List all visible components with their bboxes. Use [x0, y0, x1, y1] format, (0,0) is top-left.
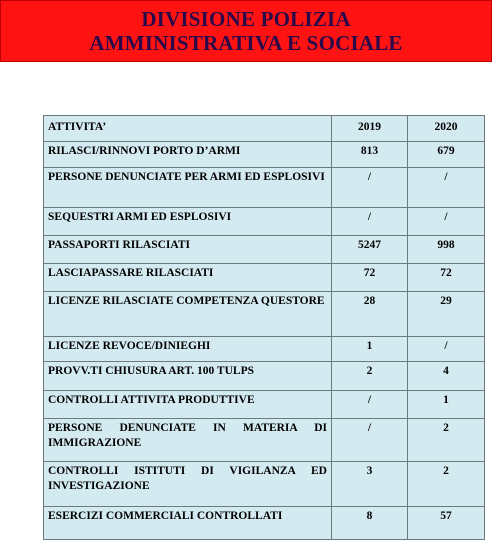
value-2019-cell: 3 — [332, 462, 408, 507]
table-row — [44, 391, 485, 419]
header-year-2020: 2020 — [408, 116, 485, 142]
value-2020-cell: 2 — [408, 419, 485, 462]
table-header-row — [44, 116, 485, 142]
table-row — [44, 208, 485, 236]
activity-cell: SEQUESTRI ARMI ED ESPLOSIVI — [44, 208, 332, 236]
value-2020-cell: 998 — [408, 236, 485, 264]
header-year-2019: 2019 — [332, 116, 408, 142]
value-2020-cell: / — [408, 208, 485, 236]
table-row — [44, 362, 485, 391]
value-2019-cell: / — [332, 208, 408, 236]
value-2019-cell: 2 — [332, 362, 408, 391]
value-2020-cell: 29 — [408, 292, 485, 337]
table-row — [44, 292, 485, 337]
table-row — [44, 507, 485, 540]
activity-cell: PERSONE DENUNCIATE IN MATERIA DI IMMIGRAZIONE — [44, 419, 332, 462]
value-2019-cell: / — [332, 419, 408, 462]
table-row — [44, 419, 485, 462]
value-2019-cell: 5247 — [332, 236, 408, 264]
value-2019-cell: 28 — [332, 292, 408, 337]
activity-cell: PROVV.TI CHIUSURA ART. 100 TULPS — [44, 362, 332, 391]
table-row — [44, 142, 485, 168]
activity-cell: CONTROLLI ISTITUTI DI VIGILANZA ED INVESTIGAZIONE — [44, 462, 332, 507]
activity-cell: PERSONE DENUNCIATE PER ARMI ED ESPLOSIVI — [44, 168, 332, 208]
title-line-2: AMMINISTRATIVA E SOCIALE — [89, 31, 403, 55]
value-2019-cell: 72 — [332, 264, 408, 292]
value-2020-cell: / — [408, 337, 485, 362]
value-2020-cell: 72 — [408, 264, 485, 292]
activity-cell: ESERCIZI COMMERCIALI CONTROLLATI — [44, 507, 332, 540]
value-2019-cell: 8 — [332, 507, 408, 540]
activity-cell: RILASCI/RINNOVI PORTO D’ARMI — [44, 142, 332, 168]
value-2019-cell: / — [332, 391, 408, 419]
value-2019-cell: 1 — [332, 337, 408, 362]
value-2020-cell: / — [408, 168, 485, 208]
table-row — [44, 168, 485, 208]
activity-cell: LICENZE REVOCE/DINIEGHI — [44, 337, 332, 362]
table-row — [44, 264, 485, 292]
value-2020-cell: 679 — [408, 142, 485, 168]
activity-cell: LICENZE RILASCIATE COMPETENZA QUESTORE — [44, 292, 332, 337]
value-2020-cell: 4 — [408, 362, 485, 391]
value-2020-cell: 57 — [408, 507, 485, 540]
table-row — [44, 337, 485, 362]
table-row — [44, 236, 485, 264]
header-activity: ATTIVITA’ — [44, 116, 332, 142]
activity-cell: PASSAPORTI RILASCIATI — [44, 236, 332, 264]
value-2019-cell: 813 — [332, 142, 408, 168]
activity-table — [43, 115, 485, 540]
title-line-1: DIVISIONE POLIZIA — [141, 7, 351, 31]
table-row — [44, 462, 485, 507]
activity-cell: CONTROLLI ATTIVITA PRODUTTIVE — [44, 391, 332, 419]
title-banner — [0, 0, 492, 62]
value-2019-cell: / — [332, 168, 408, 208]
activity-cell: LASCIAPASSARE RILASCIATI — [44, 264, 332, 292]
value-2020-cell: 2 — [408, 462, 485, 507]
value-2020-cell: 1 — [408, 391, 485, 419]
